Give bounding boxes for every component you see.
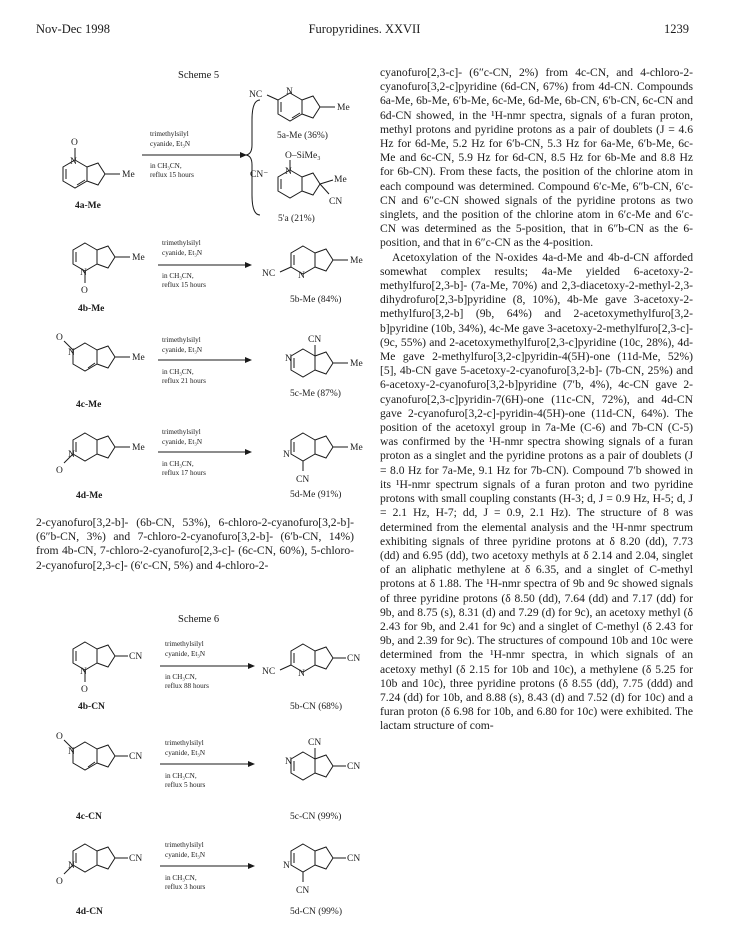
- reagent-line-1: trimethylsilyl: [162, 428, 201, 436]
- paragraph: cyanofuro[2,3-c]- (6″c-CN, 2%) from 4c-CN, and 4-chloro-2-cyanofuro[3,2-c]pyridine (6d-CN, 67%) from 4d-CN. Compounds 6a-Me, 6b-Me, 6′b-Me, 6c-Me, 6d-Me, 6b-CN, 6′b-CN, 6c-CN and 6d-CN showed, in the ¹H-nmr spectra, signals of a furan proton, methyl protons and pyridine protons as a pair of doublets (J = 4.6 Hz for 6d-Me, 5.2 Hz for 6′b-CN, 5.3 Hz for 6a-Me, 6′b-Me, 6c-Me and 6c-CN, 5.9 Hz for 6d-CN, 8.5 Hz for 6b-Me and 8.8 Hz for 6b-CN). From these facts, the position of the chlorine atom in each compound was determined. Compound 6′c-Me, 6″b-CN, 6′c-CN and 6″c-CN showed signals of the pyridine protons as two singlets, and the position of the chlorine atom in 6′c-Me and 6′c-CN was determined as the 5-position, that in 6″b-CN as the 6-position, and that in 6″c-CN as the 4-position.: [380, 66, 693, 250]
- atom-cn: CN: [308, 738, 322, 748]
- atom-nc: NC: [262, 667, 276, 677]
- atom-n-plus: N: [285, 167, 292, 177]
- atom-cn: CN: [129, 752, 143, 762]
- product-label-5d-cn: 5d-CN (99%): [290, 907, 342, 917]
- atom-n: N: [68, 450, 75, 460]
- compound-label-4c-cn: 4c-CN: [76, 812, 102, 822]
- molecule-5b-cn: [262, 644, 360, 679]
- atom-n: N: [298, 271, 305, 281]
- molecule-4c-me: [56, 333, 145, 371]
- condition-line: reflux 15 hours: [150, 171, 194, 179]
- solvent-line: in CH₃CN,: [150, 162, 182, 170]
- reagent-line-1: trimethylsilyl: [165, 640, 204, 648]
- atom-o: O: [71, 138, 78, 148]
- atom-n: N: [80, 268, 87, 278]
- reagent-line-1: trimethylsilyl: [162, 336, 201, 344]
- reaction-arrow-6-2: [160, 739, 255, 789]
- atom-n: N: [283, 450, 290, 460]
- atom-cn: CN: [129, 854, 143, 864]
- atom-o: O: [81, 286, 88, 296]
- reagent-line-2: cyanide, Et₃N: [165, 650, 206, 658]
- molecule-4b-me: [73, 243, 145, 296]
- solvent-line: in CH₃CN,: [165, 673, 197, 681]
- reagent-line-1: trimethylsilyl: [150, 130, 189, 138]
- reaction-arrow-1: [142, 130, 247, 179]
- atom-cn: CN: [308, 335, 322, 345]
- atom-o: O: [56, 466, 63, 476]
- atom-me: Me: [334, 175, 347, 185]
- reaction-arrow-4: [158, 428, 252, 477]
- compound-label-4d-cn: 4d-CN: [76, 907, 103, 917]
- atom-me: Me: [132, 353, 145, 363]
- atom-nc: NC: [249, 90, 263, 100]
- scheme-6-title: Scheme 6: [178, 614, 220, 625]
- molecule-5d-cn: [283, 844, 360, 896]
- atom-osime3: O–SiMe₃: [285, 151, 321, 161]
- solvent-line: in CH₃CN,: [165, 874, 197, 882]
- molecule-4b-cn: [73, 642, 142, 695]
- reagent-line-2: cyanide, Et₃N: [165, 749, 206, 757]
- atom-n: N: [70, 157, 77, 167]
- reaction-arrow-6-1: [160, 640, 255, 690]
- paragraph: 2-cyanofuro[3,2-b]- (6b-CN, 53%), 6-chloro-2-cyanofuro[3,2-b]- (6″b-CN, 3%) and 7-chloro-2-cyanofuro[3,2-b]- (6′b-CN, 14%) from 4b-CN, 7-chloro-2-cyanofuro[2,3-c]- (6c-CN, 60%), 5-chloro-2-cyanofuro[2,3-c]- (6′c-CN, 5%) and 4-chloro-2-: [36, 516, 354, 572]
- atom-me: Me: [350, 256, 363, 266]
- reagent-line-2: cyanide, Et₃N: [162, 346, 203, 354]
- molecule-5c-cn: [285, 738, 360, 780]
- atom-n: N: [68, 348, 75, 358]
- compound-label-4c-me: 4c-Me: [76, 400, 102, 410]
- reagent-line-2: cyanide, Et₃N: [150, 140, 191, 148]
- product-label-5c-cn: 5c-CN (99%): [290, 812, 342, 822]
- reaction-arrow-6-3: [160, 841, 255, 891]
- atom-n: N: [68, 861, 75, 871]
- running-header-date: Nov-Dec 1998: [36, 22, 110, 36]
- running-header-title: Furopyridines. XXVII: [308, 22, 421, 36]
- atom-o: O: [56, 732, 63, 742]
- molecule-4d-cn: [56, 844, 142, 887]
- solvent-line: in CH₃CN,: [165, 772, 197, 780]
- atom-n: N: [80, 667, 87, 677]
- molecule-5d-me: [283, 433, 363, 485]
- atom-cn: CN: [296, 475, 310, 485]
- reagent-line-2: cyanide, Et₃N: [165, 851, 206, 859]
- product-label-5b-cn: 5b-CN (68%): [290, 702, 342, 712]
- molecule-4a-me: [63, 138, 135, 188]
- atom-cn: CN: [129, 652, 143, 662]
- scheme-6-figure: [20, 626, 360, 926]
- solvent-line: in CH₃CN,: [162, 460, 194, 468]
- solvent-line: in CH₃CN,: [162, 272, 194, 280]
- atom-me: Me: [122, 170, 135, 180]
- reagent-line-2: cyanide, Et₃N: [162, 438, 203, 446]
- atom-o: O: [81, 685, 88, 695]
- scheme-5-figure: [20, 80, 363, 501]
- atom-n: N: [285, 757, 292, 767]
- reagent-line-1: trimethylsilyl: [162, 239, 201, 247]
- condition-line: reflux 88 hours: [165, 682, 209, 690]
- left-column-text: [36, 516, 354, 573]
- atom-o: O: [56, 333, 63, 343]
- atom-o: O: [56, 877, 63, 887]
- scheme-5-title: Scheme 5: [178, 70, 220, 81]
- atom-nc: NC: [262, 269, 276, 279]
- product-label-5d-me: 5d-Me (91%): [290, 490, 342, 500]
- compound-label-4d-me: 4d-Me: [76, 491, 103, 501]
- molecule-5c-me: [285, 335, 363, 377]
- atom-cn: CN: [347, 654, 361, 664]
- page-number: 1239: [664, 22, 689, 36]
- atom-me: Me: [350, 443, 363, 453]
- reaction-arrow-3: [158, 336, 252, 385]
- reagent-line-1: trimethylsilyl: [165, 841, 204, 849]
- condition-line: reflux 3 hours: [165, 883, 206, 891]
- solvent-line: in CH₃CN,: [162, 368, 194, 376]
- atom-n: N: [283, 861, 290, 871]
- atom-cn-minus: CN⁻: [250, 170, 269, 180]
- atom-n: N: [286, 87, 293, 97]
- condition-line: reflux 21 hours: [162, 377, 206, 385]
- molecule-5b-me: [262, 246, 363, 281]
- reagent-line-2: cyanide, Et₃N: [162, 249, 203, 257]
- condition-line: reflux 17 hours: [162, 469, 206, 477]
- reaction-arrow-2: [158, 239, 252, 289]
- atom-cn: CN: [329, 197, 343, 207]
- condition-line: reflux 5 hours: [165, 781, 206, 789]
- condition-line: reflux 15 hours: [162, 281, 206, 289]
- product-label-5a-me: 5a-Me (36%): [277, 131, 328, 141]
- atom-n: N: [68, 747, 75, 757]
- atom-me: Me: [132, 443, 145, 453]
- product-label-5prime-a: 5'a (21%): [278, 214, 315, 224]
- compound-label-4a-me: 4a-Me: [75, 201, 101, 211]
- atom-me: Me: [350, 359, 363, 369]
- atom-me: Me: [337, 103, 350, 113]
- right-column-text: [380, 66, 693, 734]
- atom-cn: CN: [296, 886, 310, 896]
- atom-cn: CN: [347, 762, 361, 772]
- reagent-line-1: trimethylsilyl: [165, 739, 204, 747]
- atom-n: N: [285, 354, 292, 364]
- product-label-5b-me: 5b-Me (84%): [290, 295, 342, 305]
- compound-label-4b-me: 4b-Me: [78, 304, 105, 314]
- molecule-5prime-a: [250, 151, 347, 207]
- atom-me: Me: [132, 253, 145, 263]
- molecule-5a-me: [249, 87, 350, 121]
- product-label-5c-me: 5c-Me (87%): [290, 389, 341, 399]
- molecule-4c-cn: [56, 732, 142, 770]
- atom-cn: CN: [347, 854, 361, 864]
- paragraph: Acetoxylation of the N-oxides 4a-d-Me and 4b-d-CN afforded somewhat complex results; 4a-Me yielded 6-acetoxy-2-methylfuro[2,3-b]- (7a-Me, 70%) and 2,3-diacetoxy-2-methyl-2,3-dihydrofuro[2,3-b]pyridine (8, 10%), 4b-Me gave 3-acetoxy-2-methylfuro[3,2-b] (9b, 64%) and 2-acetoxymethylfuro[3,2-b]pyridine (10b, 34%), 4c-Me gave 3-acetoxy-2-methylfuro[2,3-c]- (9c, 55%) and 2-acetoxymethylfuro[2,3-c]pyridine (10c, 28%), 4d-Me gave 2-methylfuro[3,2-c]pyridin-4(5H)-one (11d-Me, 52%) [5], 4b-CN gave 5-acetoxy-2-cyanofuro[3,2-b]- (7b-CN, 25%) and 6-acetoxy-2-cyanofuro[3,2-b]pyridine (7′b, 4%), 4c-CN gave 2-cyanofuro[2,3-c]pyridin-7(6H)-one (11c-CN, 72%), and 4d-CN gave 2-cyanofuro[3,2-c]-pyridin-4(5H)-one (11d-CN, 64%). The position of the acetoxyl group in 7a-Me (C-6) and 7b-CN (C-5) was confirmed by the ¹H-nmr spectra showing signals of a furan proton as a singlet and the pyridine protons as a pair of doublets (J = 8.0 Hz for 7a-Me, 9.1 Hz for 7b-CN). Compound 7′b showed in its ¹H-nmr spectrum signals of a furan proton and two pyridine protons with small coupling constants (H-3; d, J = 0.9 Hz, H-5; d, J = 2.1 Hz, H-7; dd, J = 0.9, 2.1 Hz). The structure of 8 was determined from the elemental analysis and the ¹H-nmr spectrum exhibiting signals of three pyridine protons at δ 8.20 (dd), 7.73 (dd) and 6.95 (dd), two acetoxy methyls at δ 2.14 and 2.04, singlet of an aliphatic methylene at δ 6.35, and a singlet of C-methyl protons at δ 1.88. The ¹H-nmr spectra of 9b and 9c showed signals of three pyridine protons (δ 8.50 (dd), 7.64 (dd) and 7.17 (dd) for 9b, and 8.75 (s), 8.31 (d) and 7.29 (d) for 9c), an acetoxy methyl (δ 2.43 for 9b, and 2.41 for 9c) and a singlet of C-methyl (δ 2.43 for 9b, and 2.39 for 9c). The structures of compound 10b and 10c were determined from the ¹H-nmr spectra, in which signals of an acetoxy methyl (δ 2.15 for 10b and 10c), a methylene (δ 5.25 for 10b and 10c), three pyridine protons (δ 8.55 (dd), 7.75 (ddd) and 7.24 (dd) for 10b, and 8.88 (s), 8.43 (d) and 7.52 (d) for 10c) and a furan proton (δ 6.98 for 10b, and 6.80 for 10c) were exhibited. The lactam structure of com-: [380, 250, 693, 733]
- compound-label-4b-cn: 4b-CN: [78, 702, 105, 712]
- atom-n: N: [298, 669, 305, 679]
- molecule-4d-me: [56, 433, 145, 476]
